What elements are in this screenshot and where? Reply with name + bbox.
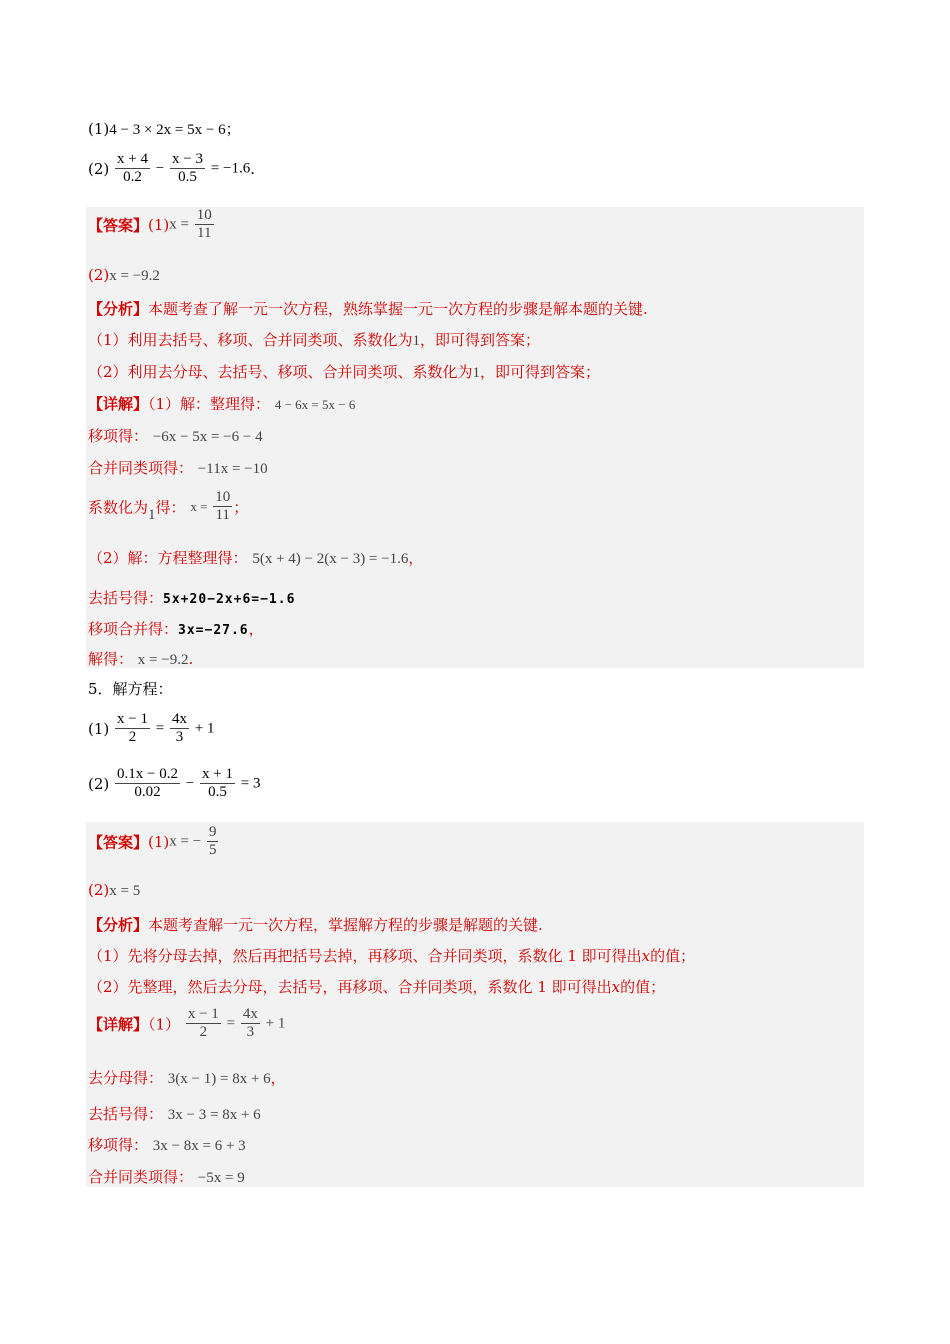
detail-line-5: 合并同类项得： −5x = 9 — [88, 1168, 245, 1186]
detail-line-3: 合并同类项得： −11x = −10 — [88, 459, 268, 477]
answer-box-4 — [86, 207, 864, 668]
analysis-tag: 【分析】 — [88, 300, 149, 318]
problem5-title: 5．解方程： — [88, 680, 173, 698]
detail-line-2: 去分母得： 3(x − 1) = 8x + 6， — [88, 1069, 286, 1087]
fraction: $\frac{x + 4}{0.2}$ — [117, 151, 148, 186]
detail-line-1: 【详解】（1）解：整理得： 4 − 6x = 5x − 6 — [88, 395, 356, 413]
analysis-step-1: （1）利用去括号、移项、合并同类项、系数化为1，即可得到答案； — [88, 331, 541, 349]
answer-tag: 【答案】 — [88, 833, 149, 852]
answer-box-5 — [86, 822, 864, 1187]
analysis-line: 【分析】本题考查了解一元一次方程，熟练掌握一元一次方程的步骤是解本题的关键. — [88, 300, 648, 318]
answer-line-2: (2)x = −9.2 — [88, 266, 160, 284]
equation: 4 − 3 × 2x = 5x − 6 — [109, 122, 226, 138]
problem4-part1: (1)4 − 3 × 2x = 5x − 6； — [88, 120, 241, 138]
answer-line: 【答案】(1)x = $\frac{10}{11}$ — [88, 207, 212, 242]
problem5-part1: (1) $\frac{x - 1}{2}$ = $\frac{4x}{3}$ + 1 — [88, 711, 215, 746]
fraction: $\frac{9}{5}$ — [208, 824, 217, 859]
detail-line-1: 【详解】（1） $\frac{x - 1}{2}$ = $\frac{4x}{3}$ + 1 — [88, 1006, 286, 1041]
fraction: $\frac{10}{11}$ — [196, 207, 212, 242]
fraction: $\frac{10}{11}$ — [215, 489, 231, 524]
analysis-tag: 【分析】 — [88, 916, 149, 934]
answer-line-2: (2)x = 5 — [88, 881, 141, 899]
fraction: $\frac{x - 1}{2}$ — [187, 1006, 219, 1041]
detail-line-2: 移项得： −6x − 5x = −6 − 4 — [88, 427, 263, 445]
detail-line-8: 解得： x = −9.2. — [88, 650, 194, 668]
analysis-step-2: （2）先整理，然后去分母，去括号，再移项、合并同类项，系数化 1 即可得出x的值； — [88, 978, 666, 996]
fraction: $\frac{x - 3}{0.5}$ — [172, 151, 203, 186]
answer-tag: 【答案】 — [88, 216, 149, 235]
problem5-part2: (2) $\frac{0.1x - 0.2}{0.02}$ − $\frac{x + 1}{0.5}$ = 3 — [88, 766, 261, 801]
analysis-line: 【分析】本题考查解一元一次方程，掌握解方程的步骤是解题的关键. — [88, 916, 543, 934]
fraction: $\frac{x + 1}{0.5}$ — [202, 766, 233, 801]
detail-tag: 【详解】 — [88, 1015, 149, 1034]
fraction: $\frac{x - 1}{2}$ — [117, 711, 148, 746]
detail-tag: 【详解】 — [88, 395, 149, 413]
detail-line-7: 移项合并得：3x=−27.6， — [88, 620, 264, 638]
detail-line-6: 去括号得：5x+20−2x+6=−1.6 — [88, 589, 296, 607]
detail-line-5: （2）解：方程整理得： 5(x + 4) − 2(x − 3) = −1.6， — [88, 549, 424, 567]
fraction: $\frac{4x}{3}$ — [242, 1006, 258, 1041]
detail-line-3: 去括号得： 3x − 3 = 8x + 6 — [88, 1105, 261, 1123]
detail-line-4: 系数化为1得： x = $\frac{10}{11}$ ； — [88, 489, 249, 524]
fraction: $\frac{0.1x - 0.2}{0.02}$ — [117, 766, 178, 801]
analysis-step-2: （2）利用去分母、去括号、移项、合并同类项、系数化为1，即可得到答案； — [88, 363, 601, 381]
answer-line: 【答案】(1)x = − $\frac{9}{5}$ — [88, 824, 217, 859]
problem4-part2: (2) $\frac{x + 4}{0.2}$ − $\frac{x - 3}{0.5}$ = −1.6. — [88, 151, 255, 186]
fraction: $\frac{4x}{3}$ — [172, 711, 188, 746]
detail-line-4: 移项得： 3x − 8x = 6 + 3 — [88, 1136, 246, 1154]
analysis-step-1: （1）先将分母去掉，然后再把括号去掉，再移项、合并同类项，系数化 1 即可得出x的值； — [88, 947, 696, 965]
